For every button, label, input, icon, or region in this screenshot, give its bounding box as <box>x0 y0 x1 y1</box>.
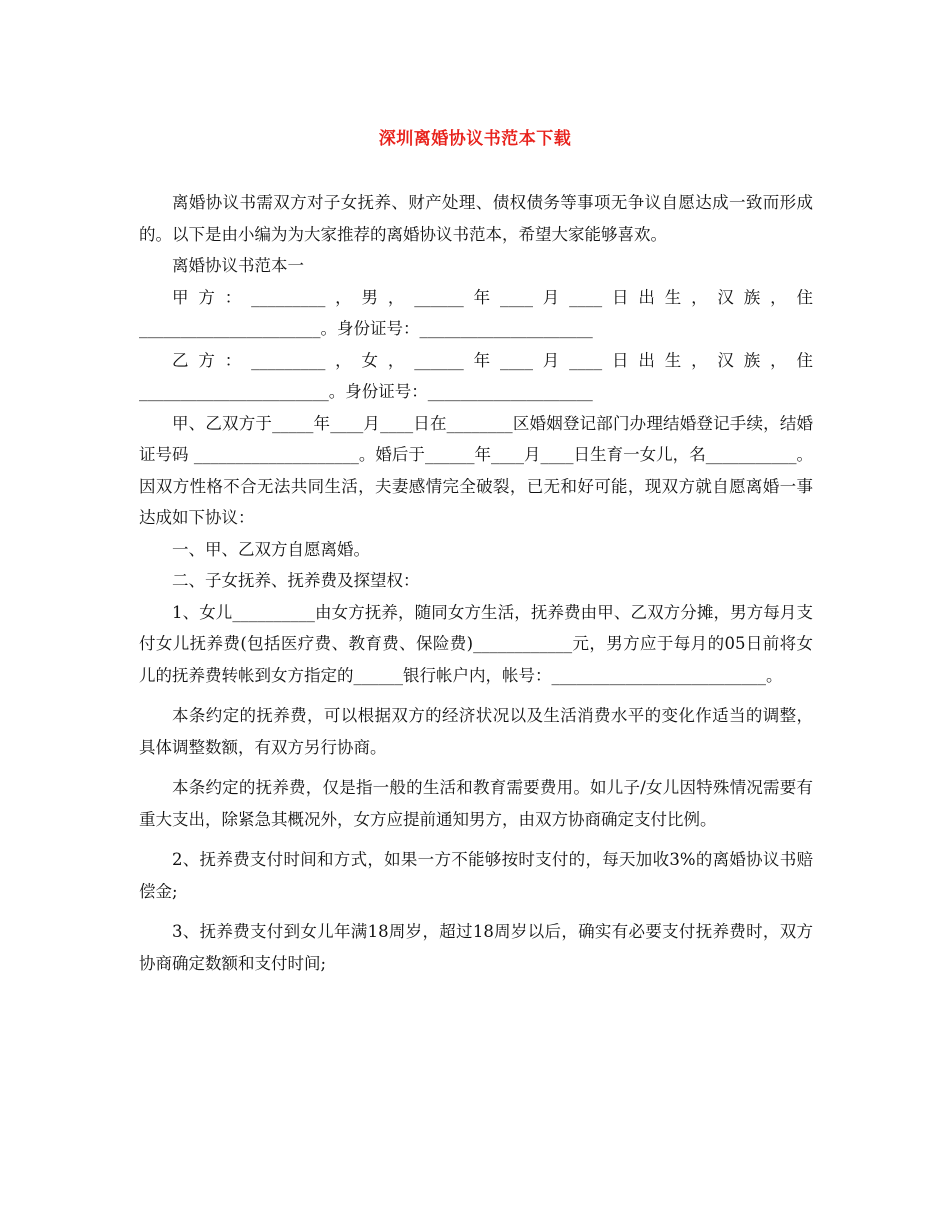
paragraph-adjustment: 本条约定的抚养费，可以根据双方的经济状况以及生活消费水平的变化作适当的调整，具体调整数额，有双方另行协商。 <box>139 706 813 757</box>
paragraph-item-1: 1、女儿__________由女方抚养，随同女方生活，抚养费由甲、乙双方分摊，男方每月支付女儿抚养费(包括医疗费、教育费、保险费)____________元，男方应于每月的05日前将女儿的抚养费转帐到女方指定的______银行帐户内，帐号：__________________________。 <box>139 602 813 685</box>
paragraph-party-b: 乙方：_________，女，______年____月____日出生，汉族，住_______________________。身份证号：____________________ <box>139 350 813 401</box>
paragraph-party-a: 甲方：_________，男，______年____月____日出生，汉族，住______________________。身份证号：_____________________ <box>139 287 813 338</box>
paragraph-item-3: 3、抚养费支付到女儿年满18周岁，超过18周岁以后，确实有必要支付抚养费时，双方协商确定数额和支付时间; <box>139 922 813 973</box>
paragraph-clause-1: 一、甲、乙双方自愿离婚。 <box>172 539 370 559</box>
document-body <box>139 187 813 979</box>
paragraph-sample-heading: 离婚协议书范本一 <box>172 256 304 275</box>
paragraph-marriage-info: 甲、乙双方于_____年____月____日在________区婚姻登记部门办理结婚登记手续，结婚证号码 ____________________。婚后于______年____月____日生育一女儿，名___________。因双方性格不合无法共同生活，夫妻感情完全破裂，已无和好可能，现双方就自愿离婚一事达成如下协议： <box>139 413 813 527</box>
paragraph-clause-2: 二、子女抚养、抚养费及探望权： <box>172 571 420 590</box>
paragraph-intro: 离婚协议书需双方对子女抚养、财产处理、债权债务等事项无争议自愿达成一致而形成的。以下是由小编为为大家推荐的离婚协议书范本，希望大家能够喜欢。 <box>139 193 813 244</box>
document-title: 深圳离婚协议书范本下载 <box>378 129 572 149</box>
paragraph-item-2: 2、抚养费支付时间和方式，如果一方不能够按时支付的，每天加收3%的离婚协议书赔偿金; <box>139 850 813 901</box>
paragraph-general-cost: 本条约定的抚养费，仅是指一般的生活和教育需要费用。如儿子/女儿因特殊情况需要有重大支出，除紧急其概况外，女方应提前通知男方，由双方协商确定支付比例。 <box>139 778 813 829</box>
